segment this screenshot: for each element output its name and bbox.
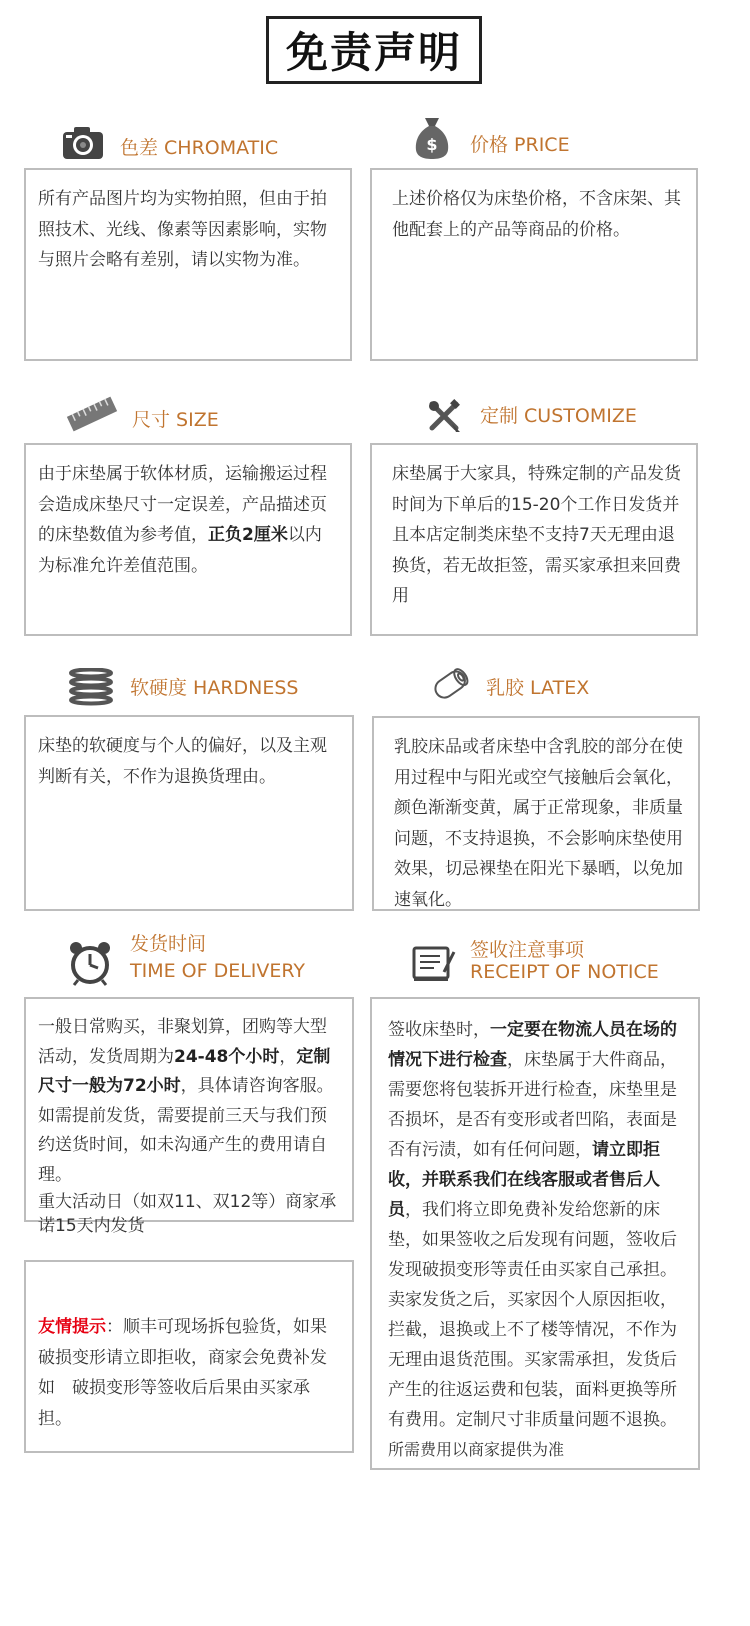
size-heading: 尺寸 SIZE <box>132 409 219 431</box>
delivery-heading-cn: 发货时间 <box>130 933 207 955</box>
money-bag-icon <box>414 116 450 160</box>
svg-text:$: $ <box>426 135 438 154</box>
customize-heading: 定制 CUSTOMIZE <box>480 405 637 427</box>
notice-text-part: 签收床垫时， <box>388 1020 490 1040</box>
hardness-heading: 软硬度 HARDNESS <box>130 677 299 699</box>
chromatic-box <box>24 168 352 361</box>
delivery-heading-en: TIME OF DELIVERY <box>130 960 305 982</box>
delivery-hours-highlight: 24-48个小时 <box>174 1046 280 1067</box>
size-tolerance-highlight: 正负2厘米 <box>208 525 288 545</box>
alarm-clock-icon <box>68 940 112 986</box>
notice-text <box>388 1015 686 1435</box>
tablet-pen-icon <box>412 946 456 982</box>
price-box <box>370 168 698 361</box>
latex-heading: 乳胶 LATEX <box>486 677 590 699</box>
latex-roll-icon <box>430 664 472 704</box>
delivery-text-part: ， <box>279 1046 297 1067</box>
tip-text <box>38 1312 340 1434</box>
notice-inspect-highlight: 一定要在物流人员在场的情况下进行检查 <box>388 1020 677 1070</box>
ruler-icon <box>66 396 118 432</box>
notice-text-part: ，床垫属于大件商品，需要您将包装拆开进行检查，床垫里是否损坏，是否有变形或者凹陷，表面是否有污渍，如有任何问题， <box>388 1050 677 1160</box>
notice-reject-highlight: 请立即拒收，并联系我们在线客服或者售后人员 <box>388 1140 660 1220</box>
chromatic-heading: 色差 CHROMATIC <box>120 137 279 159</box>
notice-text-part: ，我们将立即免费补发给您新的床垫，如果签收之后发现有问题，签收后发现破损变形等责任由买家自己承担。卖家发货之后，买家因个人原因拒收，拦截，退换或上不了楼等情况，不作为无理由退货范围。买家需承担，发货后产生的往返运费和包装，面料更换等所有费用。定制尺寸非质量问题不退换。 <box>388 1200 677 1430</box>
hardness-box <box>24 715 354 911</box>
page-title: 免责声明 <box>266 16 482 84</box>
size-text-part: 由于床垫属于软体材质，运输搬运过程会造成床垫尺寸一定误差，产品描述页的床垫数值为参考值， <box>38 464 327 545</box>
size-text-part: 以内为标准允许差值范围。 <box>38 525 322 576</box>
hardness-text: 床垫的软硬度与个人的偏好，以及主观判断有关，不作为退换货理由。 <box>38 736 327 787</box>
delivery-text-part: 一般日常购买，非聚划算，团购等大型活动，发货周期为 <box>38 1017 327 1067</box>
latex-box <box>372 716 700 911</box>
tip-box <box>24 1260 354 1453</box>
latex-text: 乳胶床品或者床垫中含乳胶的部分在使用过程中与阳光或空气接触后会氧化，颜色渐渐变黄，属于正常现象，非质量问题，不支持退换，不会影响床垫使用效果，切忌裸垫在阳光下暴晒，以免加速氧化。 <box>394 737 683 910</box>
size-box <box>24 443 352 636</box>
price-heading: 价格 PRICE <box>470 134 570 156</box>
delivery-text <box>38 1013 340 1190</box>
delivery-custom-highlight: 定制尺寸一般为72小时 <box>38 1046 331 1096</box>
tip-colon: ： <box>106 1317 123 1337</box>
delivery-event-text: 重大活动日（如双11、双12等）商家承诺15天内发货 <box>38 1192 337 1236</box>
delivery-box <box>24 997 354 1236</box>
tools-icon <box>426 398 462 434</box>
camera-icon <box>62 126 104 160</box>
tip-body: 顺丰可现场拆包验货，如果破损变形请立即拒收，商家会免费补发如 破损变形等签收后后果由买家承担。 <box>38 1317 327 1429</box>
notice-fee-text: 所需费用以商家提供为准 <box>388 1440 565 1459</box>
delivery-text-part: ，具体请咨询客服。如需提前发货，需要提前三天与我们预约送货时间，如未沟通产生的费用请自理。 <box>38 1076 334 1185</box>
spring-icon <box>68 668 114 706</box>
notice-heading-cn: 签收注意事项 <box>470 939 585 961</box>
notice-heading-en: RECEIPT OF NOTICE <box>470 961 659 983</box>
price-text: 上述价格仅为床垫价格，不含床架、其他配套上的产品等商品的价格。 <box>392 189 681 240</box>
customize-text: 床垫属于大家具，特殊定制的产品发货时间为下单后的15-20个工作日发货并且本店定制类床垫不支持7天无理由退换货，若无故拒签，需买家承担来回费用 <box>392 464 681 606</box>
chromatic-text: 所有产品图片均为实物拍照，但由于拍照技术、光线、像素等因素影响，实物与照片会略有差别，请以实物为准。 <box>38 189 327 270</box>
customize-box <box>370 443 698 636</box>
notice-box <box>370 997 700 1470</box>
size-text <box>38 459 338 581</box>
tip-label: 友情提示 <box>38 1317 106 1337</box>
